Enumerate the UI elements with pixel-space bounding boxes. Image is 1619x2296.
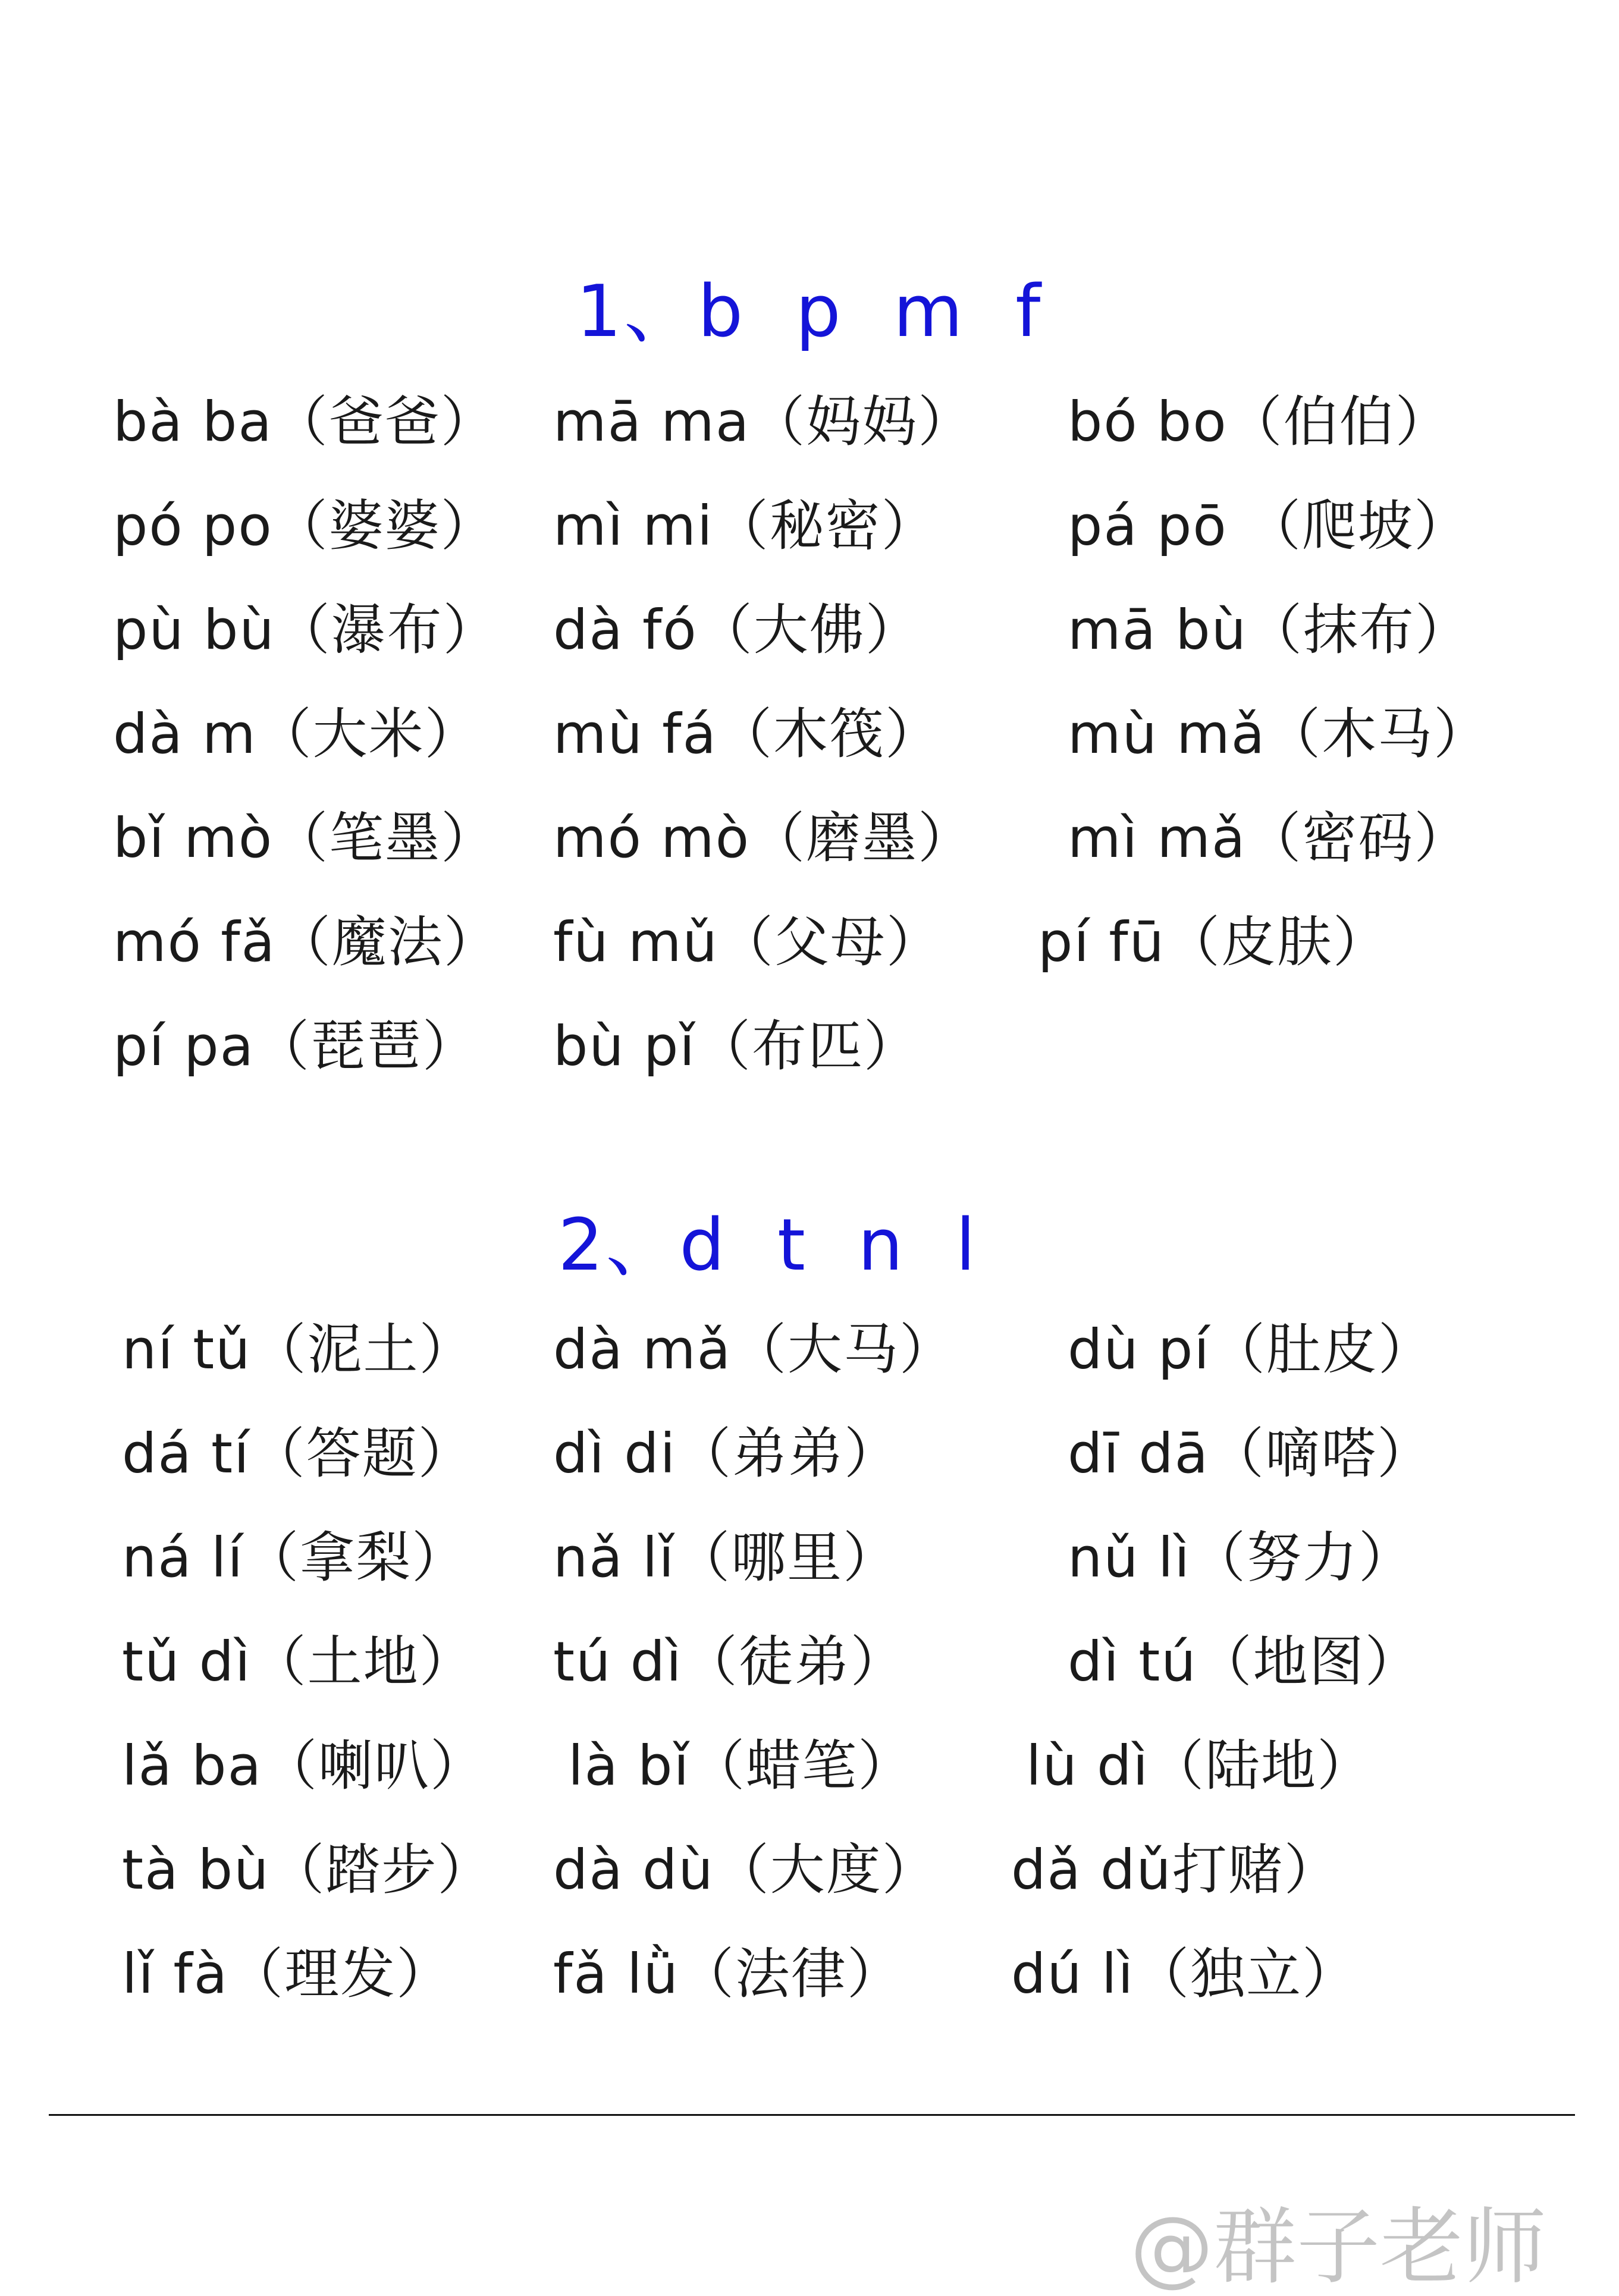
word-entry: [1068, 1522, 1414, 1594]
word-entry: [553, 1835, 938, 1906]
pinyin: mó fǎ: [113, 910, 276, 974]
pinyin: tú dì: [553, 1630, 683, 1694]
pinyin: nǎ lǐ: [553, 1526, 676, 1590]
word-entry: [122, 1626, 475, 1698]
word-entry: [1068, 699, 1489, 770]
word-entry: [1068, 387, 1451, 458]
pinyin: dá tí: [122, 1422, 250, 1485]
hanzi: （伯伯）: [1227, 390, 1451, 454]
hanzi: （布匹）: [695, 1014, 920, 1078]
pinyin: ná lí: [122, 1526, 244, 1590]
pinyin: dà dù: [553, 1838, 714, 1902]
word-entry: [553, 699, 941, 770]
word-entry: [113, 907, 500, 978]
pinyin: pá pō: [1068, 494, 1246, 558]
hanzi: （爸爸）: [272, 390, 497, 454]
hanzi: （父母）: [718, 910, 942, 974]
word-entry: [553, 1418, 900, 1490]
hanzi: （独立）: [1134, 1942, 1358, 2006]
hanzi: （婆婆）: [272, 494, 497, 558]
pinyin: mì mi: [553, 494, 714, 558]
word-entry: [1068, 1314, 1434, 1386]
word-entry: [122, 1939, 452, 2010]
hanzi: （徒弟）: [682, 1630, 906, 1694]
pinyin: lǐ fà: [122, 1942, 229, 2006]
pinyin: bǐ mò: [113, 806, 274, 870]
word-entry: [122, 1730, 486, 1802]
hanzi: （踏步）: [269, 1838, 494, 1902]
hanzi: （爬坡）: [1245, 494, 1470, 558]
pinyin: mā ma: [553, 390, 751, 454]
pinyin: mù fá: [553, 702, 717, 766]
hanzi: （肚皮）: [1210, 1318, 1434, 1381]
word-entry: [122, 1314, 475, 1386]
pinyin: tà bù: [122, 1838, 270, 1902]
word-entry: [1068, 595, 1471, 666]
word-entry: [113, 595, 499, 666]
word-entry: [1068, 1626, 1421, 1698]
pinyin: dǎ dǔ: [1011, 1838, 1172, 1902]
word-entry: [568, 1730, 914, 1802]
pinyin: dà m: [113, 702, 257, 766]
word-entry: [553, 1522, 899, 1594]
pinyin: bó bo: [1068, 390, 1228, 454]
pinyin: lǎ ba: [122, 1734, 262, 1798]
footer-divider: [49, 2114, 1575, 2116]
hanzi: （法律）: [679, 1942, 903, 2006]
word-entry: [553, 1626, 906, 1698]
pinyin: lù dì: [1026, 1734, 1150, 1798]
hanzi: （魔法）: [275, 910, 500, 974]
word-entry: [553, 387, 974, 458]
hanzi: （秘密）: [713, 494, 937, 558]
hanzi: （笔墨）: [273, 806, 497, 870]
hanzi: （大佛）: [697, 598, 921, 662]
hanzi: （木马）: [1266, 702, 1490, 766]
pinyin: mì mǎ: [1068, 806, 1247, 870]
word-entry: [113, 1011, 478, 1082]
hanzi: （琵琶）: [254, 1014, 478, 1078]
word-entry: [1068, 491, 1470, 562]
word-entry: [553, 1314, 955, 1386]
hanzi: （嘀嗒）: [1209, 1422, 1433, 1485]
hanzi: （拿梨）: [244, 1526, 468, 1590]
word-entry: [1026, 1730, 1373, 1802]
hanzi: （答题）: [250, 1422, 474, 1485]
pinyin: là bǐ: [568, 1734, 691, 1798]
hanzi: （皮肤）: [1165, 910, 1389, 974]
hanzi: （抹布）: [1247, 598, 1471, 662]
word-entry: [553, 1939, 903, 2010]
pinyin: dì tú: [1068, 1630, 1197, 1694]
pinyin: mó mò: [553, 806, 751, 870]
pinyin: mù mǎ: [1068, 702, 1266, 766]
word-entry: [122, 1835, 493, 1906]
word-entry: [113, 491, 497, 562]
word-entry: [1068, 1418, 1433, 1490]
pinyin: bù pǐ: [553, 1014, 696, 1078]
hanzi: （喇叭）: [262, 1734, 486, 1798]
word-entry: [113, 803, 497, 874]
hanzi: （地图）: [1197, 1630, 1421, 1694]
hanzi: （磨墨）: [750, 806, 974, 870]
pinyin: dì di: [553, 1422, 677, 1485]
pinyin: nǔ lì: [1068, 1526, 1191, 1590]
hanzi: （瀑布）: [275, 598, 499, 662]
pinyin: pù bù: [113, 598, 275, 662]
section-title-dtnl: 2、d t n l: [558, 1204, 978, 1287]
word-entry: [553, 907, 942, 978]
pinyin: dù pí: [1068, 1318, 1210, 1381]
word-entry: [553, 595, 921, 666]
section-title-bpmf: 1、b p m f: [576, 271, 1043, 353]
pinyin: pí fū: [1038, 910, 1165, 974]
hanzi: （陆地）: [1149, 1734, 1373, 1798]
pinyin: fù mǔ: [553, 910, 718, 974]
word-entry: [122, 1418, 474, 1490]
hanzi: （弟弟）: [676, 1422, 901, 1485]
word-entry: [553, 803, 974, 874]
word-entry: [113, 387, 497, 458]
pinyin: fǎ lǜ: [553, 1942, 679, 2006]
pinyin: dī dā: [1068, 1422, 1209, 1485]
pinyin: bà ba: [113, 390, 273, 454]
hanzi: （土地）: [251, 1630, 475, 1694]
hanzi: （理发）: [228, 1942, 453, 2006]
watermark: @群子老师: [1130, 2199, 1547, 2296]
word-entry: [553, 1011, 920, 1082]
hanzi: （努力）: [1190, 1526, 1414, 1590]
word-entry: [1011, 1835, 1340, 1906]
hanzi: （蜡笔）: [690, 1734, 914, 1798]
hanzi: （大度）: [714, 1838, 938, 1902]
word-entry: [1068, 803, 1470, 874]
hanzi: （大马）: [732, 1318, 956, 1381]
pinyin: pó po: [113, 494, 273, 558]
hanzi: （哪里）: [675, 1526, 899, 1590]
word-entry: [1038, 907, 1389, 978]
word-entry: [553, 491, 937, 562]
pinyin: tǔ dì: [122, 1630, 252, 1694]
hanzi: （大米）: [256, 702, 481, 766]
word-entry: [113, 699, 481, 770]
hanzi: （妈妈）: [750, 390, 974, 454]
pinyin: mā bù: [1068, 598, 1247, 662]
hanzi: （木筏）: [717, 702, 941, 766]
word-entry: [122, 1522, 467, 1594]
hanzi: （泥土）: [251, 1318, 475, 1381]
word-entry: [1011, 1939, 1358, 2010]
pinyin: ní tǔ: [122, 1318, 252, 1381]
pinyin: pí pa: [113, 1014, 255, 1078]
pinyin: dú lì: [1011, 1942, 1135, 2006]
pinyin: dà fó: [553, 598, 698, 662]
pinyin: dà mǎ: [553, 1318, 732, 1381]
hanzi: （密码）: [1246, 806, 1470, 870]
hanzi: 打赌）: [1172, 1838, 1340, 1902]
